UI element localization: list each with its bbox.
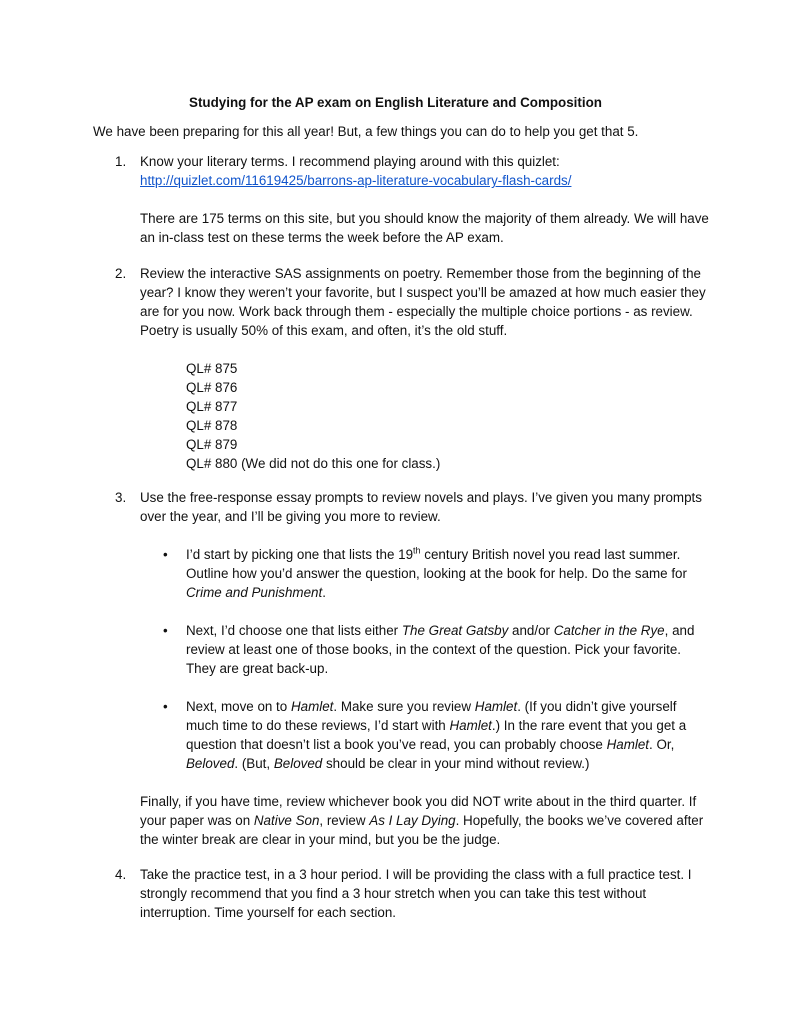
list-number: 3. [115,490,127,505]
ql-list [186,359,710,473]
list-number: 4. [115,867,127,882]
ql-item: QL# 880 (We did not do this one for class.) [186,456,441,471]
item1-text: Know your literary terms. I recommend playing around with this quizlet: [140,154,560,169]
item2-paragraph: Review the interactive SAS assignments on poetry. Remember those from the beginning of the year? I know they weren’t your favorite, but I suspect you’ll be amazed at how much easier they are for you now. Work back through them - especially the multiple choice portions - as review. Poetry is usually 50% of this exam, and often, it’s the old stuff. [140,266,706,338]
bullet-marker: • [163,623,168,638]
quizlet-link[interactable]: http://quizlet.com/11619425/barrons-ap-literature-vocabulary-flash-cards/ [140,173,572,188]
intro-paragraph: We have been preparing for this all year! But, a few things you can do to help you get that 5. [93,124,639,139]
list-number: 1. [115,154,127,169]
ql-item: QL# 875 [186,361,238,376]
ql-item: QL# 878 [186,418,238,433]
ql-item: QL# 877 [186,399,238,414]
list-number: 2. [115,266,127,281]
item4-paragraph: Take the practice test, in a 3 hour period. I will be providing the class with a full practice test. I strongly recommend that you find a 3 hour stretch when you can take this test without interruption. Time yourself for each section. [140,867,692,920]
bullet-list [140,545,710,773]
finally-paragraph: Finally, if you have time, review whichever book you did NOT write about in the third quarter. If your paper was on Native Son, review As I Lay Dying. Hopefully, the books we’ve covered after the winter break are clear in your mind, but you be the judge. [140,794,704,847]
bullet-item-1: • I’d start by picking one that lists the 19th century British novel you read last summer. Outline how you’d answer the question, looking at the book for help. Do the same for Crime and Punishment. [163,545,687,600]
bullet-item-2: • Next, I’d choose one that lists either The Great Gatsby and/or Catcher in the Rye, and review at least one of those books, in the context of the question. Pick your favorite. They are great back-up. [163,623,695,676]
ql-item: QL# 879 [186,437,238,452]
ql-item: QL# 876 [186,380,238,395]
document-title: Studying for the AP exam on English Literature and Composition [189,95,602,110]
bullet-item-3: • Next, move on to Hamlet. Make sure you review Hamlet. (If you didn’t give yourself much time to do these reviews, I’d start with Hamlet.) In the rare event that you get a question that doesn’t list a book you’ve read, you can probably choose Hamlet. Or, Beloved. (But, Beloved should be clear in your mind without review.) [163,699,687,771]
item1-paragraph: There are 175 terms on this site, but you should know the majority of them already. We will have an in-class test on these terms the week before the AP exam. [140,211,709,245]
bullet-marker: • [163,699,168,714]
item3-paragraph: Use the free-response essay prompts to review novels and plays. I’ve given you many prompts over the year, and I’ll be giving you more to review. [140,490,702,524]
bullet-marker: • [163,547,168,562]
